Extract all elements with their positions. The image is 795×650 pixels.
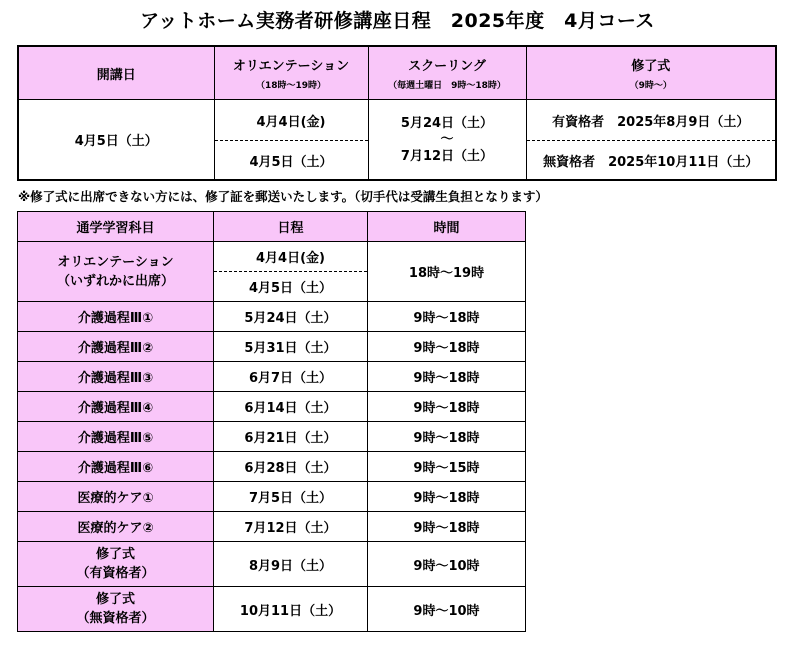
header-shuryo-sub: （9時～）: [629, 81, 672, 91]
orientation-date-1: 4月4日(金): [214, 100, 368, 141]
subject-cell: 介護過程Ⅲ⑤: [18, 422, 214, 452]
table-row: [18, 392, 526, 422]
orientation-time: 18時～19時: [368, 242, 526, 302]
time-cell: 9時～18時: [368, 332, 526, 362]
table-row: [18, 242, 526, 272]
table-row: [18, 587, 526, 632]
table-header-row: [18, 46, 776, 100]
subject-cell: 介護過程Ⅲ①: [18, 302, 214, 332]
subject-cell: 介護過程Ⅲ②: [18, 332, 214, 362]
page-title: アットホーム実務者研修講座日程 2025年度 4月コース: [140, 10, 655, 32]
schooling-tilde: ～: [440, 131, 454, 147]
time-cell: 9時～18時: [368, 422, 526, 452]
date-cell: 8月9日（土）: [214, 542, 368, 587]
ceremony-unqualified-subject: 修了式 （無資格者）: [18, 587, 214, 632]
subject-cell: 介護過程Ⅲ④: [18, 392, 214, 422]
time-cell: 9時～10時: [368, 542, 526, 587]
time-cell: 9時～15時: [368, 452, 526, 482]
date-cell: 10月11日（土）: [214, 587, 368, 632]
header-schooling-sub: （毎週土曜日 9時～18時）: [388, 81, 506, 91]
course-schedule-table: [17, 45, 777, 181]
table-row: [18, 422, 526, 452]
header-orientation-sub: （18時～19時）: [255, 81, 327, 91]
time-cell: 9時～18時: [368, 362, 526, 392]
date-cell: 7月12日（土）: [214, 512, 368, 542]
orientation-date-2: 4月5日（土）: [214, 272, 368, 302]
schooling-end: 7月12日（土）: [400, 148, 494, 164]
header-orientation: オリエンテーション （18時～19時）: [214, 46, 368, 100]
table-row: [18, 542, 526, 587]
orientation-date-1: 4月4日(金): [214, 242, 368, 272]
header-kaiko: 開講日: [18, 46, 214, 100]
schooling-period: [368, 100, 526, 181]
orientation-date-2: 4月5日（土）: [214, 141, 368, 181]
header-subject: 通学学習科目: [18, 212, 214, 242]
date-cell: 7月5日（土）: [214, 482, 368, 512]
date-cell: 6月14日（土）: [214, 392, 368, 422]
orientation-subject: オリエンテーション （いずれかに出席）: [18, 242, 214, 302]
header-schooling: スクーリング （毎週土曜日 9時～18時）: [368, 46, 526, 100]
header-time: 時間: [368, 212, 526, 242]
shuryo-unqualified: 無資格者 2025年10月11日（土）: [526, 141, 776, 181]
date-cell: 6月21日（土）: [214, 422, 368, 452]
date-cell: 5月31日（土）: [214, 332, 368, 362]
table-row: [18, 302, 526, 332]
date-cell: 6月28日（土）: [214, 452, 368, 482]
table-row: [18, 100, 776, 141]
table-row: [18, 512, 526, 542]
header-date: 日程: [214, 212, 368, 242]
time-cell: 9時～18時: [368, 302, 526, 332]
kaiko-date: 4月5日（土）: [18, 100, 214, 181]
table-row: [18, 452, 526, 482]
date-cell: 5月24日（土）: [214, 302, 368, 332]
ceremony-qualified-subject: 修了式 （有資格者）: [18, 542, 214, 587]
header-shuryo: 修了式 （9時～）: [526, 46, 776, 100]
subject-cell: 介護過程Ⅲ⑥: [18, 452, 214, 482]
date-cell: 6月7日（土）: [214, 362, 368, 392]
table-row: [18, 482, 526, 512]
subject-cell: 医療的ケア②: [18, 512, 214, 542]
time-cell: 9時～18時: [368, 482, 526, 512]
schooling-start: 5月24日（土）: [400, 115, 494, 131]
subject-schedule-table: [17, 211, 526, 632]
table-header-row: [18, 212, 526, 242]
table-row: [18, 362, 526, 392]
time-cell: 9時～18時: [368, 512, 526, 542]
table-row: [18, 332, 526, 362]
subject-cell: 介護過程Ⅲ③: [18, 362, 214, 392]
shuryo-qualified: 有資格者 2025年8月9日（土）: [526, 100, 776, 141]
mailing-note: ※修了式に出席できない方には、修了証を郵送いたします。（切手代は受講生負担となります）: [18, 189, 548, 204]
time-cell: 9時～10時: [368, 587, 526, 632]
time-cell: 9時～18時: [368, 392, 526, 422]
subject-cell: 医療的ケア①: [18, 482, 214, 512]
